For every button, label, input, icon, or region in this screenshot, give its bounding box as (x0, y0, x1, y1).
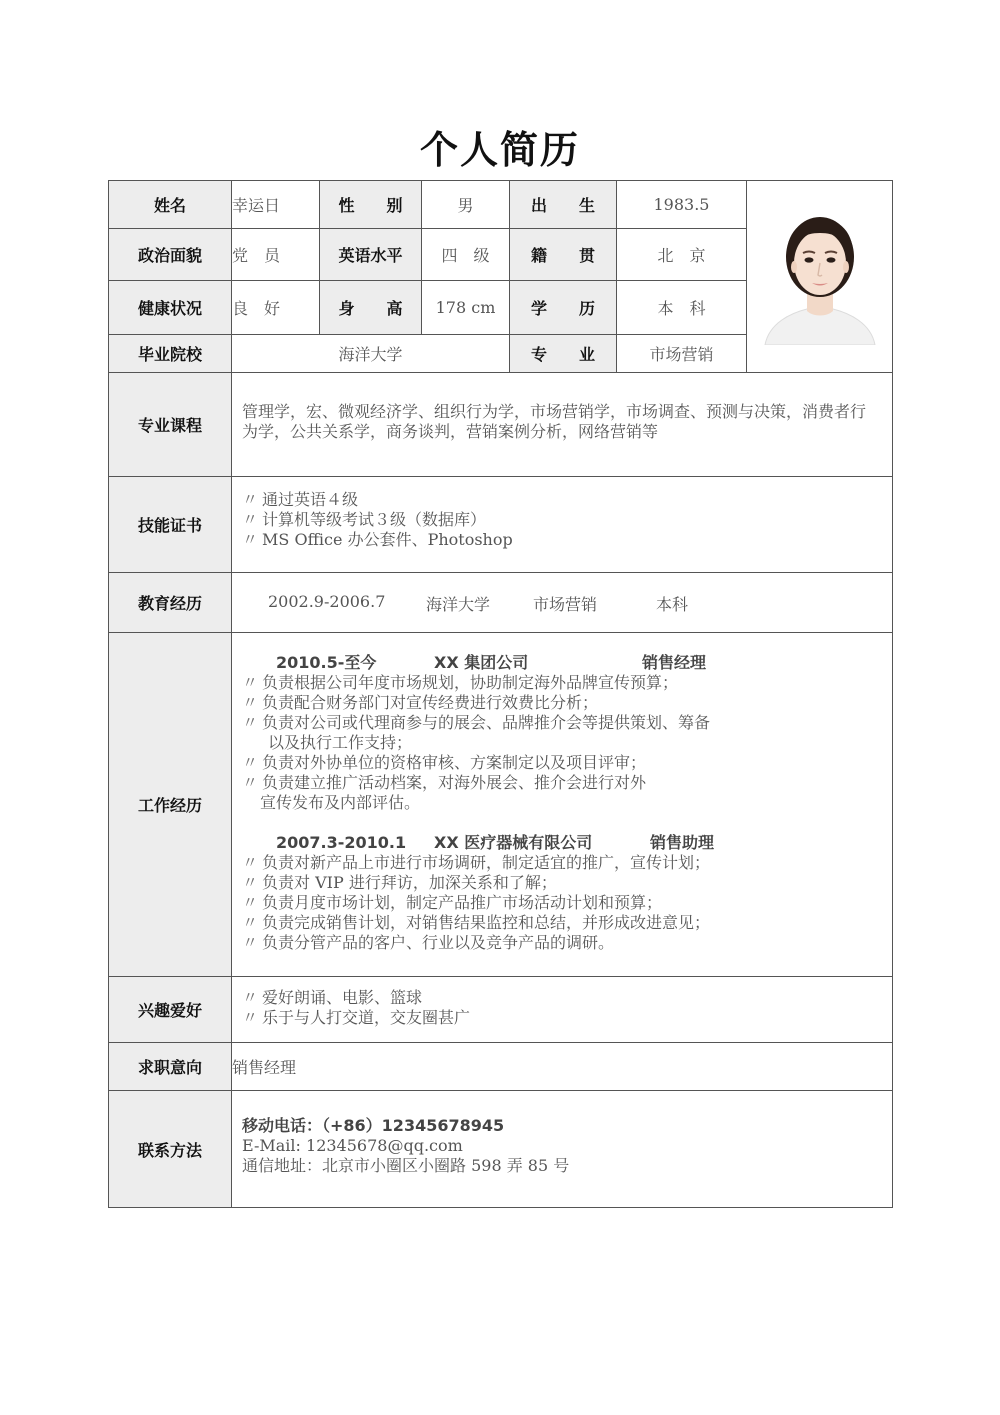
politics-value: 党 员 (232, 229, 320, 281)
education-degree: 本科 (656, 594, 689, 614)
bullet-mark: 〃 (242, 693, 259, 712)
height-label: 身 高 (320, 281, 422, 335)
origin-value: 北 京 (617, 229, 747, 281)
row-contact (109, 1091, 893, 1208)
work-label: 工作经历 (109, 633, 232, 977)
politics-label: 政治面貌 (109, 229, 232, 281)
major-value: 市场营销 (617, 335, 747, 373)
education-period: 2002.9-2006.7 (268, 591, 386, 611)
job-header (242, 653, 882, 673)
job-position: 销售助理 (650, 833, 715, 852)
duty-text: 负责建立推广活动档案，对海外展会、推介会进行对外 (262, 773, 647, 792)
bullet-mark: 〃 (242, 987, 259, 1007)
resume-table (108, 180, 893, 1208)
job-position: 销售经理 (642, 653, 707, 672)
bullet-mark: 〃 (242, 873, 259, 892)
job-company: XX 集团公司 (434, 653, 529, 672)
skills-label: 技能证书 (109, 477, 232, 573)
courses-cell (232, 373, 893, 477)
school-label: 毕业院校 (109, 335, 232, 373)
row-work (109, 633, 893, 977)
hobby-text: 乐于与人打交道，交友圈甚广 (262, 1007, 471, 1027)
skills-cell (232, 477, 893, 573)
bullet-mark: 〃 (242, 1007, 259, 1027)
contact-address: 通信地址：北京市小圈区小圈路 598 弄 85 号 (242, 1156, 570, 1175)
list-item (242, 988, 882, 1008)
list-item (242, 873, 882, 893)
work-cell (232, 633, 893, 977)
bullet-mark: 〃 (242, 509, 259, 529)
gender-value: 男 (422, 181, 510, 229)
bullet-mark: 〃 (242, 913, 259, 932)
education-school: 海洋大学 (426, 594, 491, 614)
list-item (242, 510, 882, 530)
courses-line: 为学，公共关系学，商务谈判，营销案例分析，网络营销等 (242, 421, 659, 441)
list-item (242, 933, 882, 953)
objective-label: 求职意向 (109, 1043, 232, 1091)
job-period: 2007.3-2010.1 (276, 833, 407, 852)
avatar-portrait (757, 205, 883, 345)
list-item (242, 773, 882, 793)
duty-text: 负责对新产品上市进行市场调研，制定适宜的推广，宣传计划； (262, 853, 711, 872)
courses-line: 管理学，宏、微观经济学、组织行为学，市场营销学，市场调查、预测与决策，消费者行 (242, 401, 867, 421)
list-item (242, 753, 882, 773)
duty-text: 负责对外协单位的资格审核、方案制定以及项目评审； (262, 753, 647, 772)
hobbies-cell (232, 977, 893, 1043)
hobbies-label: 兴趣爱好 (109, 977, 232, 1043)
school-value: 海洋大学 (232, 335, 510, 373)
row-hobbies (109, 977, 893, 1043)
education-label: 教育经历 (109, 573, 232, 633)
duty-continuation: 以及执行工作支持； (268, 733, 413, 752)
job-header (242, 833, 882, 853)
list-item (242, 530, 882, 550)
list-item (242, 913, 882, 933)
education-cell (232, 573, 893, 633)
education-major: 市场营销 (533, 594, 598, 614)
bullet-mark: 〃 (242, 673, 259, 692)
row-basic-1 (109, 181, 893, 229)
contact-cell (232, 1091, 893, 1208)
duty-text: 负责对公司或代理商参与的展会、品牌推介会等提供策划、筹备 (262, 713, 711, 732)
origin-label: 籍 贯 (510, 229, 617, 281)
gender-label: 性 别 (320, 181, 422, 229)
duty-text: 负责根据公司年度市场规划，协助制定海外品牌宣传预算； (262, 673, 679, 692)
list-item (242, 673, 882, 693)
bullet-mark: 〃 (242, 529, 259, 549)
english-value: 四 级 (422, 229, 510, 281)
birth-value: 1983.5 (617, 181, 747, 229)
duty-text: 负责月度市场计划，制定产品推广市场活动计划和预算； (262, 893, 663, 912)
skill-text: 通过英语４级 (262, 489, 359, 509)
hobby-text: 爱好朗诵、电影、篮球 (262, 987, 423, 1007)
name-label: 姓名 (109, 181, 232, 229)
bullet-mark: 〃 (242, 489, 259, 509)
bullet-mark: 〃 (242, 933, 259, 952)
height-value: 178 cm (422, 281, 510, 335)
health-label: 健康状况 (109, 281, 232, 335)
skill-text: 计算机等级考试３级（数据库） (262, 509, 487, 529)
list-item (242, 713, 882, 733)
list-item (242, 693, 882, 713)
bullet-mark: 〃 (242, 893, 259, 912)
row-skills (109, 477, 893, 573)
duty-text: 负责分管产品的客户、行业以及竞争产品的调研。 (262, 933, 615, 952)
duty-text: 负责完成销售计划，对销售结果监控和总结，并形成改进意见； (262, 913, 711, 932)
bullet-mark: 〃 (242, 713, 259, 732)
duty-continuation: 宣传发布及内部评估。 (260, 793, 421, 812)
major-label: 专 业 (510, 335, 617, 373)
bullet-mark: 〃 (242, 773, 259, 792)
courses-label: 专业课程 (109, 373, 232, 477)
job-company: XX 医疗器械有限公司 (434, 833, 593, 852)
degree-value: 本 科 (617, 281, 747, 335)
list-item (242, 853, 882, 873)
duty-text: 负责配合财务部门对宣传经费进行效费比分析； (262, 693, 599, 712)
page-title: 个人简历 (419, 128, 580, 172)
health-value: 良 好 (232, 281, 320, 335)
bullet-mark: 〃 (242, 853, 259, 872)
contact-label: 联系方法 (109, 1091, 232, 1208)
bullet-mark: 〃 (242, 753, 259, 772)
english-label: 英语水平 (320, 229, 422, 281)
list-item (242, 893, 882, 913)
degree-label: 学 历 (510, 281, 617, 335)
row-objective (109, 1043, 893, 1091)
contact-phone: 移动电话：（+86）12345678945 (242, 1116, 505, 1135)
duty-text: 负责对 VIP 进行拜访，加深关系和了解； (262, 873, 557, 892)
name-value: 幸运日 (232, 181, 320, 229)
row-education (109, 573, 893, 633)
skill-text: MS Office 办公套件、Photoshop (262, 529, 513, 549)
list-item (242, 1008, 882, 1028)
job-period: 2010.5-至今 (276, 653, 377, 672)
contact-email: E-Mail: 12345678@qq.com (242, 1136, 463, 1155)
profile-photo (747, 181, 893, 373)
objective-value: 销售经理 (232, 1043, 893, 1091)
list-item (242, 490, 882, 510)
row-courses (109, 373, 893, 477)
birth-label: 出 生 (510, 181, 617, 229)
